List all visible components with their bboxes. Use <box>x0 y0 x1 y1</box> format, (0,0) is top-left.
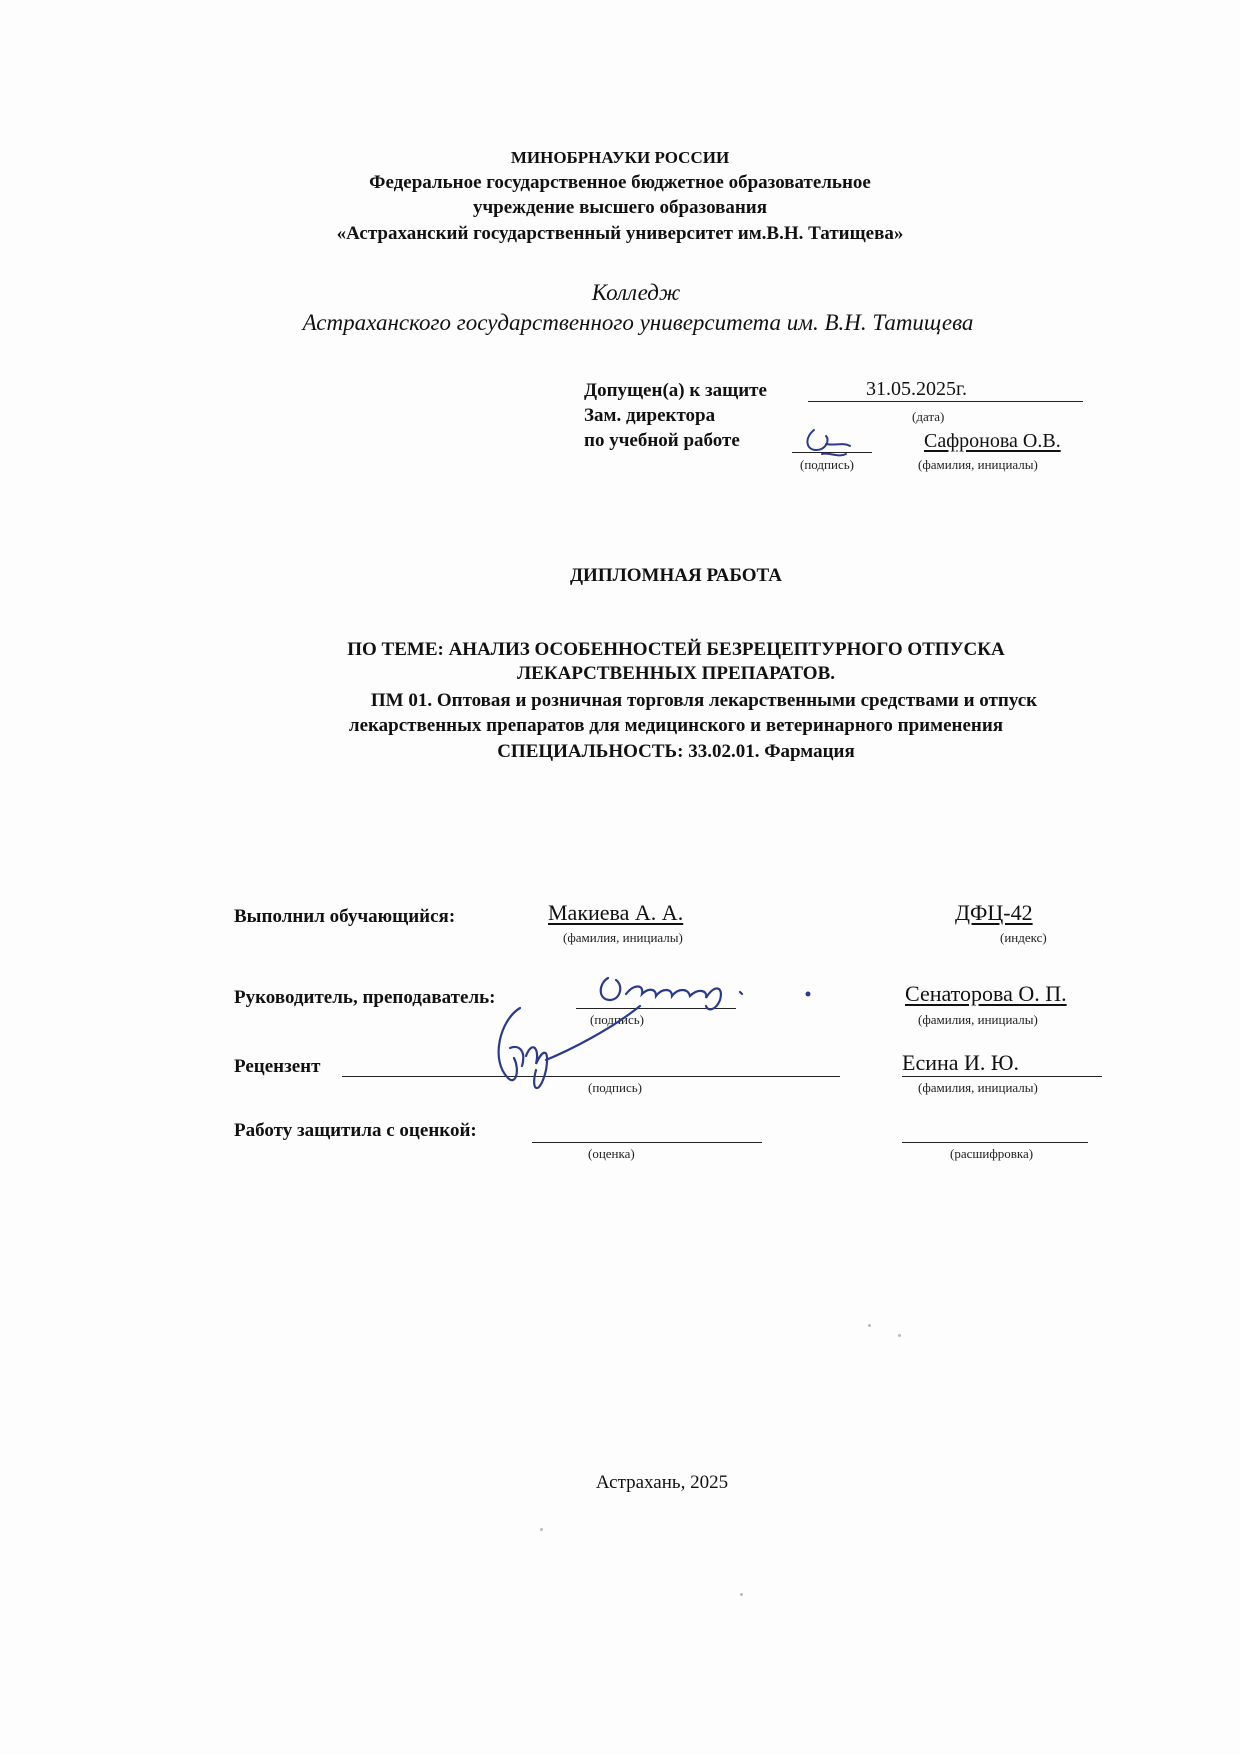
university-name: «Астраханский государственный университет им.В.Н. Татищева» <box>336 223 904 244</box>
institution-line2: учреждение высшего образования <box>472 197 768 218</box>
director-signature-caption: (подпись) <box>800 457 854 472</box>
student-group: ДФЦ-42 <box>955 900 1033 925</box>
student-group-caption: (индекс) <box>1000 930 1047 945</box>
reviewer-name: Есина И. Ю. <box>902 1050 1020 1075</box>
college-line1: Колледж <box>591 280 681 305</box>
city-year: Астрахань, 2025 <box>595 1472 729 1493</box>
date-line <box>808 401 1083 402</box>
supervisor-name: Сенаторова О. П. <box>905 981 1067 1006</box>
student-name: Макиева А. А. <box>548 900 684 925</box>
deputy-director-label: Зам. директора <box>584 405 716 426</box>
scan-speck <box>540 1528 543 1531</box>
admission-date: 31.05.2025г. <box>866 378 967 400</box>
work-type-title: ДИПЛОМНАЯ РАБОТА <box>569 565 783 586</box>
scan-speck <box>898 1334 901 1337</box>
grade-caption: (оценка) <box>588 1146 635 1161</box>
college-line2: Астраханского государственного университета им. В.Н. Татищева <box>302 310 974 335</box>
date-caption: (дата) <box>912 409 945 424</box>
reviewer-name-caption: (фамилия, инициалы) <box>918 1080 1038 1095</box>
supervisor-label: Руководитель, преподаватель: <box>234 987 496 1008</box>
scan-speck <box>740 1593 743 1596</box>
ministry-name: МИНОБРНАУКИ РОССИИ <box>510 148 730 167</box>
scan-speck <box>868 1324 871 1327</box>
topic-line2: ЛЕКАРСТВЕННЫХ ПРЕПАРАТОВ. <box>517 663 835 684</box>
institution-line1: Федеральное государственное бюджетное образовательное <box>369 172 871 193</box>
supervisor-name-caption: (фамилия, инициалы) <box>918 1012 1038 1027</box>
grade-line <box>532 1142 762 1143</box>
specialty-line: СПЕЦИАЛЬНОСТЬ: 33.02.01. Фармация <box>497 741 855 762</box>
academic-work-label: по учебной работе <box>584 430 740 451</box>
supervisor-signature-caption: (подпись) <box>590 1012 644 1027</box>
module-line2: лекарственных препаратов для медицинского и ветеринарного применения <box>348 715 1004 736</box>
topic-line1: ПО ТЕМЕ: АНАЛИЗ ОСОБЕННОСТЕЙ БЕЗРЕЦЕПТУРНОГО ОТПУСКА <box>347 639 1005 660</box>
reviewer-signature-caption: (подпись) <box>588 1080 642 1095</box>
grade-decode-caption: (расшифровка) <box>950 1146 1034 1161</box>
admitted-label: Допущен(а) к защите <box>584 380 767 401</box>
reviewer-label: Рецензент <box>234 1056 321 1077</box>
grade-decode-line <box>902 1142 1088 1143</box>
director-name: Сафронова О.В. <box>924 430 1061 452</box>
student-name-caption: (фамилия, инициалы) <box>563 930 683 945</box>
student-label: Выполнил обучающийся: <box>234 906 456 927</box>
reviewer-name-line <box>902 1076 1102 1077</box>
grade-label: Работу защитила с оценкой: <box>234 1120 477 1141</box>
director-name-caption: (фамилия, инициалы) <box>918 457 1038 472</box>
module-line1: ПМ 01. Оптовая и розничная торговля лекарственными средствами и отпуск <box>370 690 1038 711</box>
